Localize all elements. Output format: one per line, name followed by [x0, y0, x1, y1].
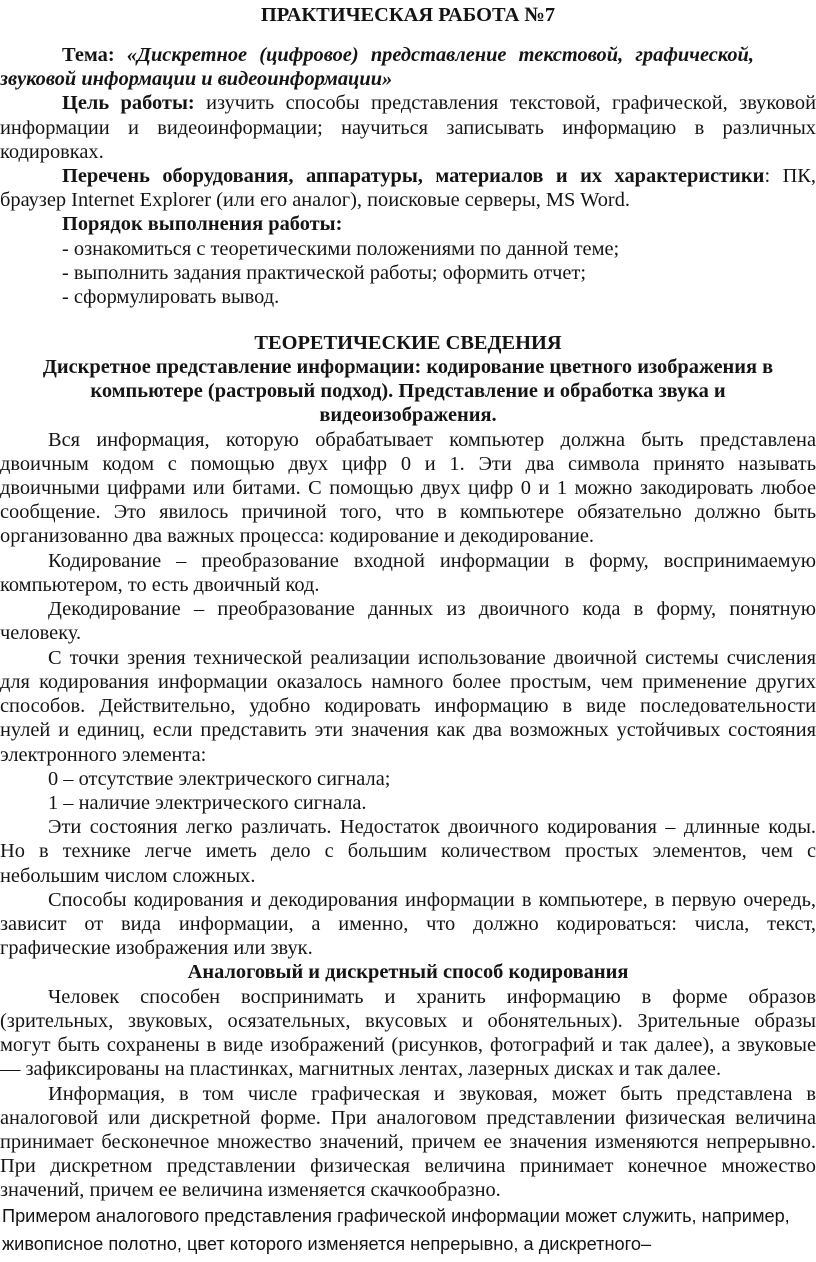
body-line-sans: Примером аналогового представления графической информации может служить, например,: [2, 1206, 790, 1226]
body-line: для кодирования информации оказалось намного более простым, чем применение других: [0, 671, 816, 693]
body-line: двоичными цифрами или битами. С помощью двух цифр 0 и 1 можно закодировать любое: [0, 477, 816, 499]
body-line: Эти состояния легко различать. Недостаток двоичного кодирования – длинные коды.: [48, 816, 816, 838]
body-line: небольшим числом сложных.: [0, 865, 256, 887]
procedure-step: - ознакомиться с теоретическими положениями по данной теме;: [62, 238, 620, 260]
body-line: способов. Действительно, удобно кодировать информацию в виде последовательности: [0, 695, 816, 717]
body-line: Вся информация, которую обрабатывает компьютер должна быть представлена: [48, 429, 816, 451]
theory-subheading: Дискретное представление информации: кодирование цветного изображения в: [42, 356, 774, 378]
body-line: могут быть сохранены в виде изображений (рисунков, фотографий и так далее), а звуковые: [0, 1034, 816, 1056]
theory-subheading: компьютере (растровый подход). Представление и обработка звука и: [90, 380, 726, 402]
equipment-text-1: : ПК,: [764, 165, 816, 187]
body-line: (зрительных, звуковых, осязательных, вкусовых и обонятельных). Зрительные образы: [0, 1010, 816, 1032]
goal-label: Цель работы:: [62, 92, 195, 114]
body-line: нулей и единиц, если представить эти значения как два возможных устойчивых состояния: [0, 719, 816, 741]
equipment-label: Перечень оборудования, аппаратуры, материалов и их характеристики: [62, 165, 765, 187]
body-line: аналоговой или дискретной форме. При аналоговом представлении физическая величина: [0, 1107, 816, 1129]
body-line: — зафиксированы на пластинках, магнитных лентах, лазерных дисках и так далее.: [0, 1058, 722, 1080]
topic-text-1: «Дискретное (цифровое) представление текстовой, графической,: [126, 44, 754, 66]
body-line: графические изображения или звук.: [0, 937, 313, 959]
body-line: Но в технике легче иметь дело с большим количеством простых элементов, чем с: [0, 840, 816, 862]
goal-text-1: изучить способы представления текстовой, графической, звуковой: [206, 92, 816, 114]
goal-line-3: кодировках.: [0, 141, 104, 163]
body-line: принимает бесконечное множество значений, причем ее значения изменяются непрерывно.: [0, 1131, 816, 1153]
body-line: С точки зрения технической реализации использование двоичной системы счисления: [48, 647, 816, 669]
procedure-label: Порядок выполнения работы:: [62, 213, 343, 235]
goal-line-2: информации и видеоинформации; научиться записывать информацию в различных: [0, 117, 816, 139]
equipment-line-2: браузер Internet Explorer (или его аналог), поисковые серверы, MS Word.: [0, 189, 631, 211]
body-line-sans: живописное полотно, цвет которого изменяется непрерывно, а дискретного–: [2, 1234, 652, 1254]
body-line: Информация, в том числе графическая и звуковая, может быть представлена в: [48, 1083, 816, 1105]
procedure-step: - сформулировать вывод.: [62, 286, 280, 308]
analog-heading: Аналоговый и дискретный способ кодирования: [187, 961, 629, 983]
topic-line-1: [0, 43, 754, 67]
body-line: электронного элемента:: [0, 744, 207, 766]
page-title: ПРАКТИЧЕСКАЯ РАБОТА №7: [260, 4, 556, 26]
procedure-step: - выполнить задания практической работы; оформить отчет;: [62, 262, 587, 284]
body-line: 0 – отсутствие электрического сигнала;: [48, 768, 391, 790]
body-line: 1 – наличие электрического сигнала.: [48, 792, 367, 814]
body-line: значений, причем ее величина изменяется скачкообразно.: [0, 1179, 501, 1201]
body-line: Кодирование – преобразование входной информации в форму, воспринимаемую: [48, 550, 816, 572]
body-line: Человек способен воспринимать и хранить информацию в форме образов: [48, 986, 816, 1008]
body-line: При дискретном представлении физическая величина принимает конечное множество: [0, 1155, 816, 1177]
body-line: двоичным кодом с помощью двух цифр 0 и 1. Эти два символа принято называть: [0, 453, 816, 475]
goal-line-1: [0, 91, 816, 115]
body-line: человеку.: [0, 622, 82, 644]
body-line: Способы кодирования и декодирования информации в компьютере, в первую очередь,: [48, 889, 816, 911]
body-line: организованно два важных процесса: кодирование и декодирование.: [0, 525, 595, 547]
topic-label: Тема:: [62, 44, 115, 66]
body-line: зависит от вида информации, а именно, что должно кодироваться: числа, текст,: [0, 913, 816, 935]
body-line: сообщение. Это явилось причиной того, что в компьютере обязательно должно быть: [0, 501, 816, 523]
equipment-line-1: [0, 164, 816, 188]
theory-heading: ТЕОРЕТИЧЕСКИЕ СВЕДЕНИЯ: [254, 332, 562, 354]
theory-subheading: видеоизображения.: [319, 404, 497, 426]
topic-line-2: звуковой информации и видеоинформации»: [0, 68, 393, 90]
body-line: Декодирование – преобразование данных из двоичного кода в форму, понятную: [48, 598, 816, 620]
body-line: компьютером, то есть двоичный код.: [0, 574, 320, 596]
